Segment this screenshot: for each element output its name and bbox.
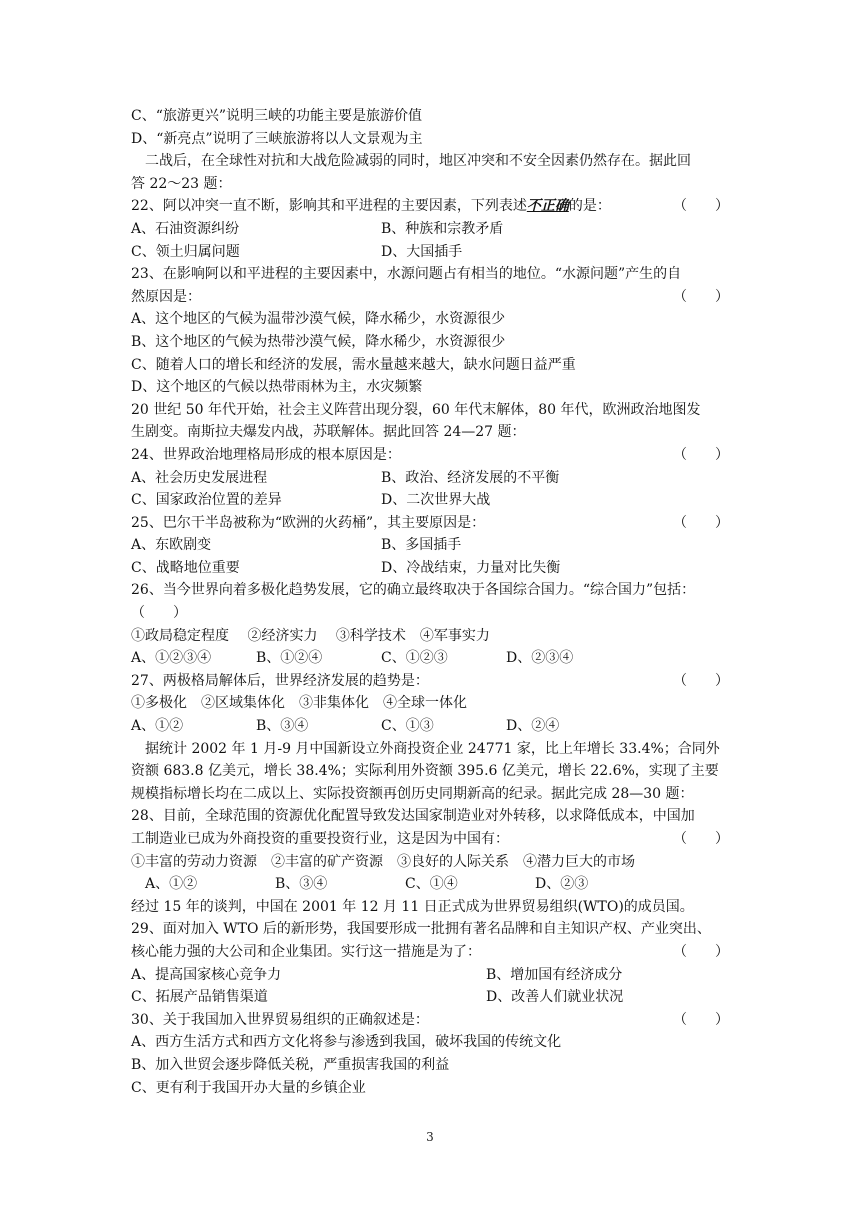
option: C、①④ — [405, 876, 458, 893]
option: D、②③④ — [506, 650, 574, 667]
passage-line: 资额 683.8 亿美元，增长 38.4%；实际利用外资额 395.6 亿美元，增长 22.6%，实现了主要 — [131, 763, 719, 780]
question-line: 然原因是： （ ） — [131, 286, 731, 309]
option: C、战略地位重要 — [131, 559, 240, 576]
question-28: 28、目前，全球范围的资源优化配置导致发达国家制造业对外转移，以求降低成本，中国加 — [131, 808, 695, 825]
options-row — [131, 986, 731, 1009]
option: A、东欧剧变 — [131, 537, 212, 554]
question-23: 23、在影响阿以和平进程的主要因素中，水源问题占有相当的地位。“水源问题”产生的自 — [131, 266, 682, 283]
answer-blank: （ ） — [673, 943, 729, 960]
option: B、多国插手 — [381, 537, 462, 554]
option: D、改善人们就业状况 — [486, 989, 624, 1006]
question-25: 25、巴尔干半岛被称为“欧洲的火药桶”，其主要原因是： （ ） — [131, 512, 731, 535]
page-number: 3 — [426, 1130, 434, 1144]
option-line: C、“旅游更兴”说明三峡的功能主要是旅游价值 — [131, 108, 423, 124]
answer-blank: （ ） — [673, 672, 729, 689]
option: B、种族和宗教矛盾 — [381, 220, 504, 237]
option: B、政治、经济发展的不平衡 — [381, 469, 560, 486]
passage-line: 20 世纪 50 年代开始，社会主义阵营出现分裂，60 年代末解体，80 年代，欧洲政治地图发 — [131, 401, 701, 418]
passage-line: 规模指标增长均在二成以上、实际投资额再创历史同期新高的纪录。据此完成 28—30 题： — [131, 785, 694, 802]
option: C、国家政治位置的差异 — [131, 492, 282, 509]
option: D、②③ — [535, 876, 589, 893]
option: A、社会历史发展进程 — [131, 469, 268, 486]
statement-items: ①丰富的劳动力资源 ②丰富的矿产资源 ③良好的人际关系 ④潜力巨大的市场 — [131, 853, 635, 870]
option: D、②④ — [506, 718, 560, 735]
options-row — [131, 534, 731, 557]
option: C、更有利于我国开办大量的乡镇企业 — [131, 1079, 366, 1096]
question-30: 30、关于我国加入世界贸易组织的正确叙述是： （ ） — [131, 1009, 731, 1032]
question-22 — [131, 195, 731, 218]
answer-blank: （ ） — [673, 198, 729, 215]
option-line: D、“新亮点”说明了三峡旅游将以人文景观为主 — [131, 130, 423, 147]
question-27: 27、两极格局解体后，世界经济发展的趋势是： （ ） — [131, 670, 731, 693]
option: C、拓展产品销售渠道 — [131, 989, 268, 1006]
option: A、这个地区的气候为温带沙漠气候，降水稀少，水资源很少 — [131, 311, 506, 328]
option: D、二次世界大战 — [381, 492, 491, 509]
options-row — [131, 218, 731, 241]
statement-items: ①多极化 ②区域集体化 ③非集体化 ④全球一体化 — [131, 695, 467, 712]
option: A、①②③④ — [131, 650, 212, 667]
document-body — [131, 105, 731, 1099]
options-row — [131, 467, 731, 490]
answer-blank: （ ） — [673, 288, 729, 305]
option: C、①③ — [381, 718, 434, 735]
option: B、这个地区的气候为热带沙漠气候，降水稀少，水资源很少 — [131, 333, 506, 350]
passage-line: 据统计 2002 年 1 月-9 月中国新设立外商投资企业 24771 家，比上年增长 33.4%；合同外 — [145, 740, 720, 757]
option: C、随着人口的增长和经济的发展，需水量越来越大，缺水问题日益严重 — [131, 356, 576, 373]
passage-line: 二战后，在全球性对抗和大战危险减弱的同时，地区冲突和不安全因素仍然存在。据此回 — [145, 153, 691, 170]
emphasis-text: 不正确 — [526, 198, 569, 215]
option: D、大国插手 — [381, 243, 463, 260]
option: B、③④ — [256, 718, 309, 735]
option: A、石油资源纠纷 — [131, 220, 240, 237]
option: B、①②④ — [256, 650, 323, 667]
option: A、①② — [145, 876, 198, 893]
option: C、领土归属问题 — [131, 243, 240, 260]
answer-blank: （ ） — [673, 831, 729, 847]
option: B、增加国有经济成分 — [486, 966, 623, 983]
passage-line: 答 22～23 题： — [131, 175, 232, 192]
question-line: 工制造业已成为外商投资的重要投资行业，这是因为中国有： （ ） — [131, 828, 731, 851]
options-row — [131, 241, 731, 264]
statement-items: ①政局稳定程度 ②经济实力 ③科学技术 ④军事实力 — [131, 627, 490, 644]
options-row — [131, 489, 731, 512]
passage-line: 生剧变。南斯拉夫爆发内战，苏联解体。据此回答 24—27 题： — [131, 424, 526, 441]
options-row — [131, 964, 731, 987]
option: B、③④ — [275, 876, 328, 893]
option: D、冷战结束，力量对比失衡 — [381, 559, 561, 576]
answer-blank: （ ） — [673, 1011, 729, 1028]
question-line: 核心能力强的大公司和企业集团。实行这一措施是为了： （ ） — [131, 941, 731, 964]
options-row — [131, 715, 731, 738]
answer-blank: （ ） — [673, 514, 729, 531]
question-29: 29、面对加入 WTO 后的新形势，我国要形成一批拥有著名品牌和自主知识产权、产业突出、 — [131, 921, 711, 938]
option: D、这个地区的气候以热带雨林为主，水灾频繁 — [131, 379, 423, 396]
question-text: 22、阿以冲突一直不断，影响其和平进程的主要因素，下列表述不正确的是： — [131, 198, 611, 215]
question-24: 24、世界政治地理格局形成的根本原因是： （ ） — [131, 444, 731, 467]
option: A、西方生活方式和西方文化将参与渗透到我国，破坏我国的传统文化 — [131, 1034, 562, 1051]
options-row — [131, 873, 731, 896]
option: A、①② — [131, 718, 184, 735]
question-26: 26、当今世界向着多极化趋势发展，它的确立最终取决于各国综合国力。“综合国力”包括： — [131, 582, 696, 599]
option: B、加入世贸会逐步降低关税，严重损害我国的利益 — [131, 1056, 450, 1073]
answer-blank: （ ） — [131, 605, 187, 622]
answer-blank: （ ） — [673, 446, 729, 463]
option: C、①②③ — [381, 650, 448, 667]
options-row — [131, 557, 731, 580]
options-row — [131, 647, 731, 670]
passage-line: 经过 15 年的谈判，中国在 2001 年 12 月 11 日正式成为世界贸易组织(WTO)的成员国。 — [131, 898, 694, 915]
option: A、提高国家核心竞争力 — [131, 966, 282, 983]
